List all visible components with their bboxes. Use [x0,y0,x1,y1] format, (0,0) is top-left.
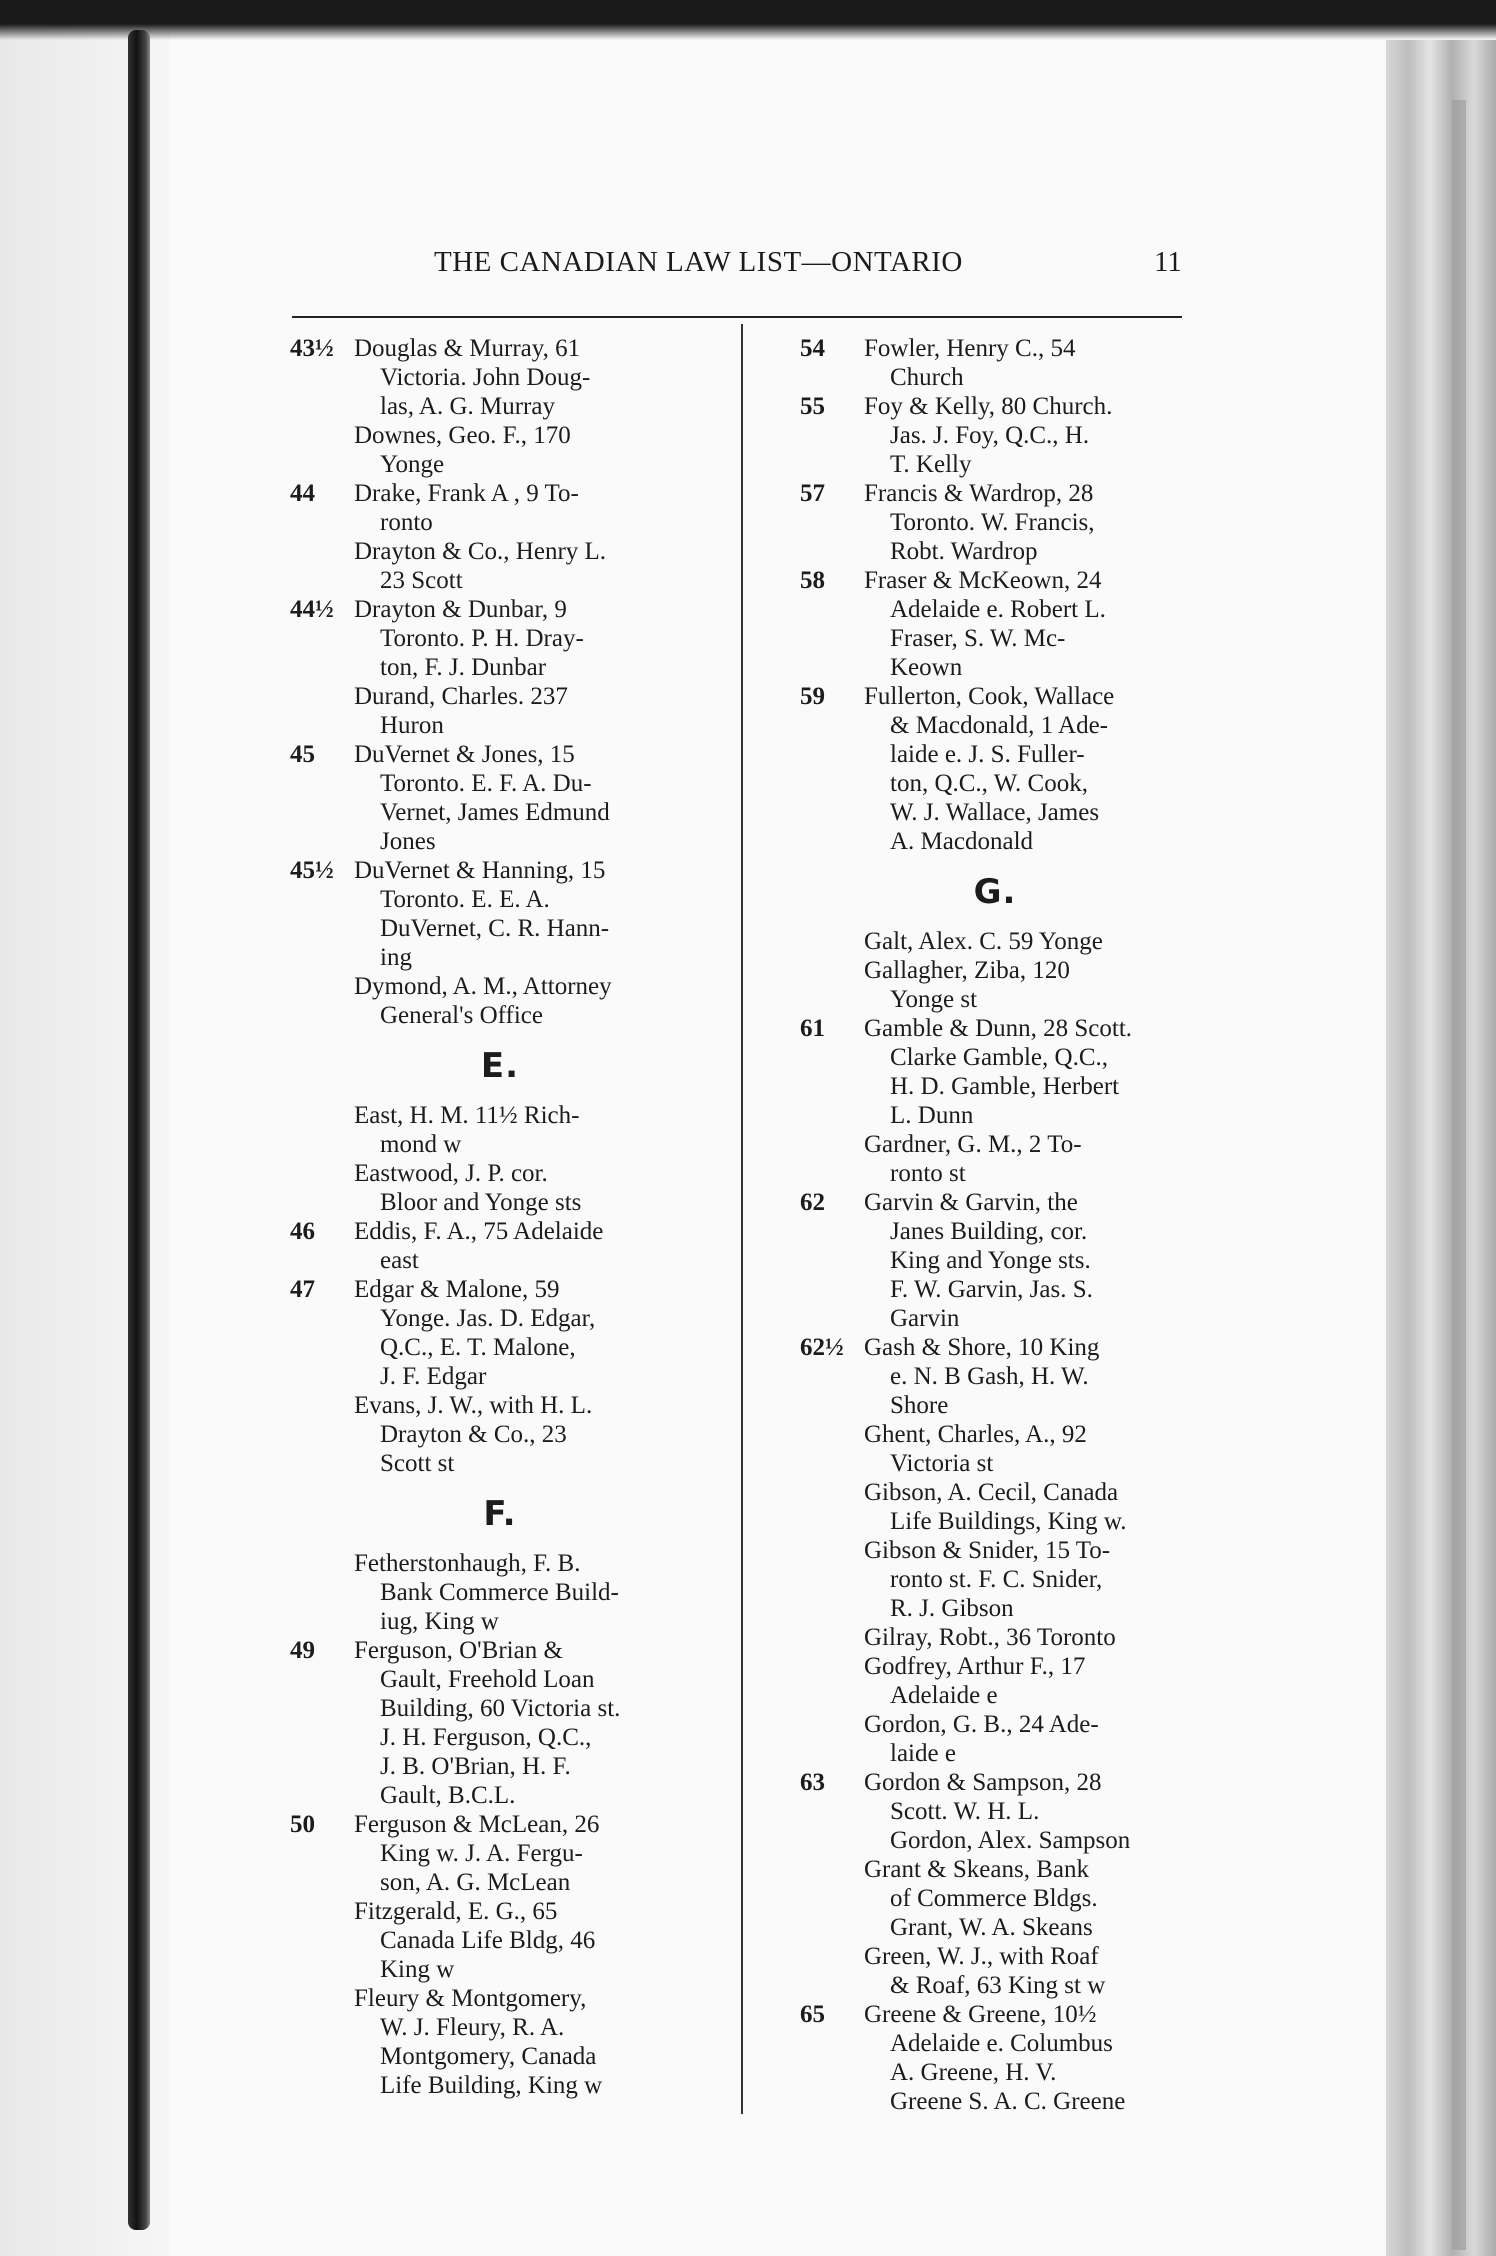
entry-line: Adelaide e. Columbus [890,2030,1113,2057]
entry-line: mond w [380,1131,462,1158]
entry-line: Clarke Gamble, Q.C., [890,1044,1109,1071]
entry-line: Gordon & Sampson, 28 [864,1769,1102,1796]
section-letter: G. [973,872,1017,912]
directory-entry [290,1159,710,1217]
scan-top-shadow [0,0,1496,40]
entry-line: Gamble & Dunn, 28 Scott. [864,1015,1133,1042]
directory-entry [290,1636,710,1810]
entry-line: Robt. Wardrop [890,538,1038,565]
entry-line: Gardner, G. M., 2 To- [864,1131,1082,1158]
entry-line: Toronto. E. F. A. Du- [380,770,592,797]
entry-line: H. D. Gamble, Herbert [890,1073,1120,1100]
directory-entry [290,479,710,537]
running-head: THE CANADIAN LAW LIST—ONTARIO [434,246,963,278]
entry-line: Fetherstonhaugh, F. B. [354,1550,581,1577]
entry-line: 23 Scott [380,567,463,594]
entry-line: Building, 60 Victoria st. [380,1695,621,1722]
entry-line: laide e. J. S. Fuller- [890,741,1085,768]
directory-entry [800,1710,1190,1768]
entry-line: Fitzgerald, E. G., 65 [354,1898,558,1925]
entry-number: 62 [800,1189,825,1216]
entry-line: Toronto. P. H. Dray- [380,625,584,652]
entry-line: & Macdonald, 1 Ade- [890,712,1109,739]
directory-entry [290,334,710,421]
entry-line: Toronto. E. E. A. [380,886,550,913]
directory-entry [800,1536,1190,1623]
entry-line: Vernet, James Edmund [380,799,610,826]
entry-number: 50 [290,1811,315,1838]
entry-line: Scott st [380,1450,455,1477]
entry-line: Grant & Skeans, Bank [864,1856,1089,1883]
entry-line: & Roaf, 63 King st w [890,1972,1106,1999]
column-divider [741,324,743,2114]
entry-line: DuVernet, C. R. Hann- [380,915,610,942]
entry-line: J. H. Ferguson, Q.C., [380,1724,592,1751]
entry-line: Eastwood, J. P. cor. [354,1160,548,1187]
entry-line: Gordon, G. B., 24 Ade- [864,1711,1099,1738]
entry-line: J. B. O'Brian, H. F. [380,1753,571,1780]
entry-line: Keown [890,654,963,681]
entry-line: Yonge [380,451,445,478]
directory-entry [800,1855,1190,1942]
directory-entry [290,682,710,740]
entry-line: W. J. Wallace, James [890,799,1100,826]
entry-line: Fullerton, Cook, Wallace [864,683,1115,710]
book-binding-edge [128,30,150,2230]
directory-entry [800,1333,1190,1420]
entry-line: Dymond, A. M., Attorney [354,973,612,1000]
entry-line: iug, King w [380,1608,499,1635]
entry-line: Drayton & Co., 23 [380,1421,567,1448]
section-letter: F. [483,1494,517,1534]
directory-entry [290,740,710,856]
directory-entry [290,1549,710,1636]
directory-entry [290,1391,710,1478]
entry-line: Yonge. Jas. D. Edgar, [380,1305,596,1332]
entry-line: Jones [380,828,436,855]
entry-line: ton, F. J. Dunbar [380,654,547,681]
entry-line: King w [380,1956,455,1983]
directory-entry [800,956,1190,1014]
entry-line: Gilray, Robt., 36 Toronto [864,1624,1116,1651]
entry-line: Victoria. John Doug- [380,364,591,391]
entry-line: J. F. Edgar [380,1363,487,1390]
entry-number: 44 [290,480,315,507]
directory-entry [290,1101,710,1159]
entry-number: 46 [290,1218,315,1245]
entry-number: 47 [290,1276,315,1303]
entry-line: Edgar & Malone, 59 [354,1276,560,1303]
right-column [800,334,1190,2116]
page-number: 11 [1154,246,1182,278]
entry-line: A. Greene, H. V. [890,2059,1057,2086]
entry-line: Bank Commerce Build- [380,1579,619,1606]
entry-line: Gash & Shore, 10 King [864,1334,1100,1361]
entry-line: ronto st. F. C. Snider, [890,1566,1103,1593]
entry-line: ing [380,944,412,971]
entry-line: General's Office [380,1002,543,1029]
entry-line: Green, W. J., with Roaf [864,1943,1099,1970]
entry-line: W. J. Fleury, R. A. [380,2014,565,2041]
directory-entry [290,421,710,479]
directory-entry [290,1275,710,1391]
entry-line: ronto st [890,1160,966,1187]
entry-line: Gibson, A. Cecil, Canada [864,1479,1119,1506]
section-letter: E. [480,1046,520,1086]
entry-line: Fleury & Montgomery, [354,1985,587,2012]
directory-entry [800,479,1190,566]
entry-number: 45½ [290,857,334,884]
entry-line: Drayton & Co., Henry L. [354,538,607,565]
entry-line: Drayton & Dunbar, 9 [354,596,567,623]
directory-entry [290,1897,710,1984]
entry-line: Eddis, F. A., 75 Adelaide [354,1218,604,1245]
directory-entry [800,1478,1190,1536]
entry-line: Church [890,364,964,391]
entry-line: Huron [380,712,444,739]
entry-line: Ferguson, O'Brian & [354,1637,563,1664]
entry-line: Adelaide e [890,1682,998,1709]
directory-entry [800,1420,1190,1478]
entry-number: 57 [800,480,825,507]
entry-line: Janes Building, cor. [890,1218,1088,1245]
entry-number: 44½ [290,596,334,623]
entry-line: Godfrey, Arthur F., 17 [864,1653,1086,1680]
entry-number: 65 [800,2001,825,2028]
entry-number: 63 [800,1769,825,1796]
entry-line: Durand, Charles. 237 [354,683,568,710]
entry-line: Evans, J. W., with H. L. [354,1392,593,1419]
entry-line: Galt, Alex. C. 59 Yonge [864,928,1103,955]
entry-line: Downes, Geo. F., 170 [354,422,571,449]
entry-number: 49 [290,1637,315,1664]
entry-line: Gordon, Alex. Sampson [890,1827,1131,1854]
entry-line: Adelaide e. Robert L. [890,596,1106,623]
directory-entry [800,2000,1190,2116]
entry-line: Gallagher, Ziba, 120 [864,957,1070,984]
directory-entry [800,1652,1190,1710]
directory-entry [290,1810,710,1897]
entry-line: east [380,1247,419,1274]
entry-line: Garvin & Garvin, the [864,1189,1078,1216]
entry-line: Garvin [890,1305,960,1332]
directory-entry [290,856,710,972]
entry-line: R. J. Gibson [890,1595,1014,1622]
entry-number: 59 [800,683,825,710]
entry-line: Foy & Kelly, 80 Church. [864,393,1113,420]
entry-line: Gault, Freehold Loan [380,1666,595,1693]
entry-line: Fraser, S. W. Mc- [890,625,1066,652]
directory-entry [800,1188,1190,1333]
directory-entry [800,1623,1190,1652]
entry-line: Fraser & McKeown, 24 [864,567,1102,594]
entry-number: 45 [290,741,315,768]
directory-entry [290,595,710,682]
entry-line: Bloor and Yonge sts [380,1189,582,1216]
entry-line: A. Macdonald [890,828,1034,855]
directory-entry [290,972,710,1030]
entry-line: Toronto. W. Francis, [890,509,1095,536]
entry-line: ton, Q.C., W. Cook, [890,770,1088,797]
entry-line: Greene S. A. C. Greene [890,2088,1126,2115]
directory-entry [290,1984,710,2100]
page-header [0,246,1496,286]
entry-line: King and Yonge sts. [890,1247,1091,1274]
directory-entry [800,682,1190,856]
directory-entry [800,927,1190,956]
entry-number: 55 [800,393,825,420]
entry-number: 58 [800,567,825,594]
entry-number: 43½ [290,335,334,362]
directory-entry [800,1942,1190,2000]
book-fore-edge [1386,40,1496,2256]
entry-line: of Commerce Bldgs. [890,1885,1098,1912]
entry-line: F. W. Garvin, Jas. S. [890,1276,1093,1303]
entry-line: Fowler, Henry C., 54 [864,335,1076,362]
entry-line: Life Building, King w [380,2072,603,2099]
directory-entry [800,1768,1190,1855]
book-spine-strip [1452,100,1466,2250]
entry-line: Francis & Wardrop, 28 [864,480,1094,507]
entry-line: DuVernet & Jones, 15 [354,741,575,768]
entry-line: Ghent, Charles, A., 92 [864,1421,1087,1448]
entry-line: Scott. W. H. L. [890,1798,1040,1825]
entry-line: Life Buildings, King w. [890,1508,1127,1535]
entry-line: Douglas & Murray, 61 [354,335,581,362]
entry-line: las, A. G. Murray [380,393,555,420]
entry-line: e. N. B Gash, H. W. [890,1363,1089,1390]
directory-entry [800,1130,1190,1188]
left-column [290,334,710,2100]
entry-line: L. Dunn [890,1102,974,1129]
entry-line: King w. J. A. Fergu- [380,1840,583,1867]
entry-line: Gibson & Snider, 15 To- [864,1537,1111,1564]
entry-line: Ferguson & McLean, 26 [354,1811,600,1838]
entry-line: Montgomery, Canada [380,2043,597,2070]
entry-line: Jas. J. Foy, Q.C., H. [890,422,1090,449]
entry-line: Victoria st [890,1450,994,1477]
header-rule [292,316,1182,318]
entry-line: laide e [890,1740,956,1767]
entry-line: Yonge st [890,986,978,1013]
entry-line: ronto [380,509,433,536]
directory-entry [800,334,1190,392]
entry-line: Gault, B.C.L. [380,1782,516,1809]
directory-entry [290,1217,710,1275]
directory-entry [800,566,1190,682]
entry-line: DuVernet & Hanning, 15 [354,857,606,884]
entry-line: T. Kelly [890,451,972,478]
entry-line: Q.C., E. T. Malone, [380,1334,576,1361]
entry-number: 61 [800,1015,825,1042]
entry-number: 54 [800,335,825,362]
entry-line: Canada Life Bldg, 46 [380,1927,596,1954]
directory-entry [290,537,710,595]
directory-entry [800,392,1190,479]
entry-line: son, A. G. McLean [380,1869,571,1896]
entry-line: Shore [890,1392,949,1419]
entry-line: Grant, W. A. Skeans [890,1914,1093,1941]
entry-line: Drake, Frank A , 9 To- [354,480,579,507]
directory-entry [800,1014,1190,1130]
entry-line: Greene & Greene, 10½ [864,2001,1097,2028]
entry-number: 62½ [800,1334,844,1361]
entry-line: East, H. M. 11½ Rich- [354,1102,580,1129]
